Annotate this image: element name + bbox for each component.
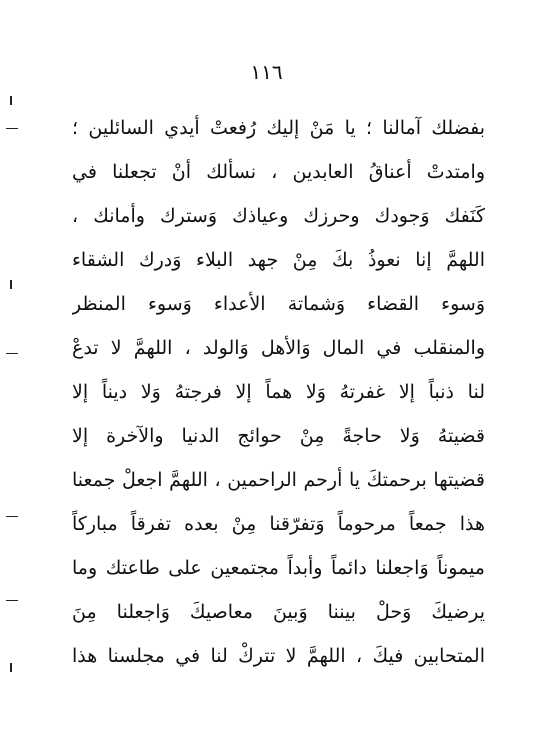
text-line: بفضلك آمالنا ؛ يا مَنْ إليك رُفعتْ أيدي السائلين ؛ (72, 117, 485, 139)
text-line: ميموناً وَاجعلنا دائماً وأبداً مجتمعين على طاعتك وما (72, 557, 485, 579)
text-line: يرضيكَ وَحلْ بيننا وَبينَ معاصيكَ وَاجعلنا مِنَ (72, 601, 485, 623)
text-line: كَنَفك وَجودك وحرزك وعياذك وَسترك وأمانك ، (72, 205, 485, 227)
text-line: والمنقلب في المال وَالأهل وَالولد ، اللهمَّ لا تدعْ (72, 337, 485, 359)
text-line: المتحابين فيكَ ، اللهمَّ لا تتركْ لنا في مجلسنا هذا (72, 645, 485, 667)
scan-mark (6, 128, 18, 129)
text-line: وامتدتْ أعناقُ العابدين ، نسألك أنْ تجعلنا في (72, 161, 485, 183)
scan-mark (10, 663, 12, 672)
text-line: اللهمَّ إنا نعوذُ بكَ مِنْ جهد البلاء وَدرك الشقاء (72, 249, 485, 271)
text-line: قضيتهُ وَلا حاجةً مِنْ حوائج الدنيا والآخرة إلا (72, 425, 485, 447)
scan-mark (6, 600, 18, 601)
page-number: ١١٦ (250, 60, 283, 84)
scan-mark (10, 96, 12, 105)
scan-mark (6, 353, 18, 354)
text-line: قضيتها برحمتكَ يا أرحم الراحمين ، اللهمَّ اجعلْ جمعنا (72, 469, 485, 491)
text-line: لنا ذنباً إلا غفرتهُ وَلا هماً إلا فرجتهُ وَلا ديناً إلا (72, 381, 485, 403)
scan-mark (10, 280, 12, 289)
scan-mark (6, 516, 18, 517)
text-line: وَسوء القضاء وَشماتة الأعداء وَسوء المنظر (72, 293, 485, 315)
text-line: هذا جمعاً مرحوماً وَتفرّقنا مِنْ بعده تفرقاً مباركاً (72, 513, 485, 535)
body-text (72, 106, 485, 678)
